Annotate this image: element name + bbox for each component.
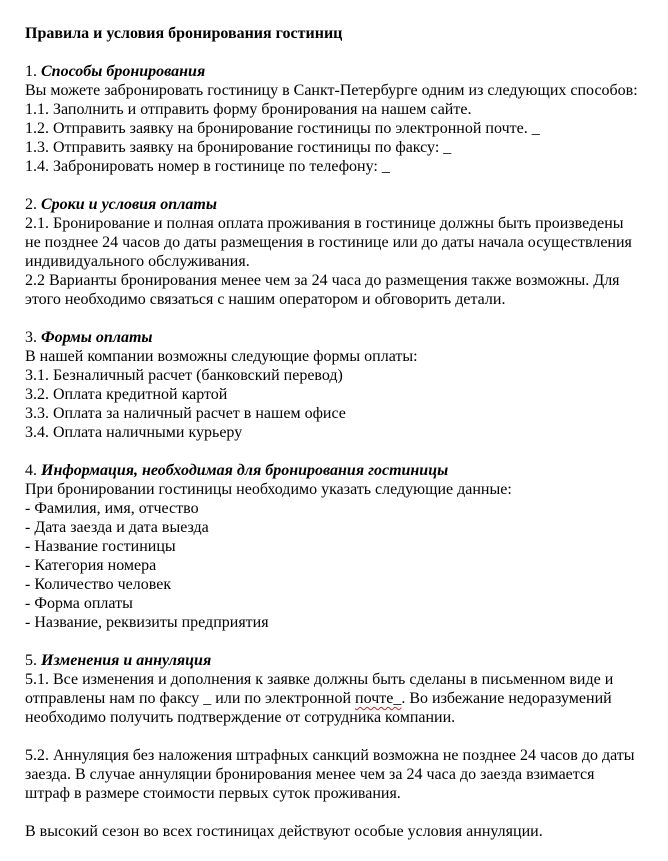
list-item: - Фамилия, имя, отчество [25, 500, 199, 517]
document-body [25, 24, 643, 841]
list-item: - Форма оплаты [25, 595, 133, 612]
footer-note: В высокий сезон во всех гостиницах действуют особые условия аннуляции. [25, 823, 543, 840]
doc-paragraph-clause-5-1 [25, 670, 643, 727]
doc-paragraph: 1.1. Заполнить и отправить форму бронирования на нашем сайте. [25, 101, 472, 118]
section-number: 4. [25, 462, 37, 479]
section-heading [25, 62, 643, 81]
doc-paragraph: В нашей компании возможны следующие формы оплаты: [25, 348, 418, 365]
list-item: - Дата заезда и дата выезда [25, 519, 209, 536]
doc-paragraph: 3.3. Оплата за наличный расчет в нашем офисе [25, 405, 346, 422]
spellcheck-flagged-word: почте_ [355, 690, 402, 707]
doc-paragraph: 3.4. Оплата наличными курьеру [25, 424, 243, 441]
doc-paragraph: 2.2 Варианты бронирования менее чем за 24 часа до размещения также возможны. Для этого необходимо связаться с нашим оператором и обговорить детали. [25, 272, 620, 308]
section-title: Информация, необходимая для бронирования гостиницы [41, 462, 449, 479]
doc-paragraph: 3.1. Безналичный расчет (банковский перевод) [25, 367, 343, 384]
doc-paragraph-clause-5-2: 5.2. Аннуляция без наложения штрафных санкций возможна не позднее 24 часов до даты заезда. В случае аннуляции бронирования менее чем за 24 часа до заезда взимается штраф в размере стоимости первых суток проживания. [25, 747, 635, 802]
list-item: - Категория номера [25, 557, 157, 574]
section-number: 5. [25, 652, 37, 669]
section-title: Формы оплаты [41, 329, 153, 346]
document-title: Правила и условия бронирования гостиниц [25, 25, 343, 42]
section-number: 2. [25, 196, 37, 213]
section-payment-terms [25, 195, 643, 309]
list-item: - Количество человек [25, 576, 172, 593]
section-required-information [25, 461, 643, 632]
section-heading [25, 651, 643, 670]
doc-paragraph: 1.2. Отправить заявку на бронирование гостиницы по электронной почте. _ [25, 120, 540, 137]
section-title: Изменения и аннуляция [41, 652, 212, 669]
clause-5-1-text: 5.1. Все изменения и дополнения к заявке должны быть сделаны в письменном виде и отправлены нам по факсу _ или по электронной [25, 671, 614, 707]
section-title: Способы бронирования [41, 63, 206, 80]
section-number: 1. [25, 63, 37, 80]
section-changes-and-cancellation [25, 651, 643, 803]
doc-paragraph: При бронировании гостиницы необходимо указать следующие данные: [25, 481, 512, 498]
clause-5-1-tail: . Во избежание недоразумений необходимо получить подтверждение от сотрудника компании. [25, 690, 612, 726]
list-item: - Название гостиницы [25, 538, 176, 555]
section-heading [25, 461, 643, 480]
section-heading [25, 328, 643, 347]
doc-paragraph: 1.4. Забронировать номер в гостинице по телефону: _ [25, 158, 390, 175]
doc-paragraph: 2.1. Бронирование и полная оплата проживания в гостинице должны быть произведены не позднее 24 часов до даты размещения в гостинице или до даты начала осуществления индивидуального обслуживания. [25, 215, 632, 270]
section-number: 3. [25, 329, 37, 346]
doc-paragraph: Вы можете забронировать гостиницу в Санкт-Петербурге одним из следующих способов: [25, 82, 638, 99]
doc-paragraph: 3.2. Оплата кредитной картой [25, 386, 228, 403]
section-heading [25, 195, 643, 214]
doc-paragraph: 1.3. Отправить заявку на бронирование гостиницы по факсу: _ [25, 139, 452, 156]
section-title: Сроки и условия оплаты [41, 196, 217, 213]
section-payment-forms [25, 328, 643, 442]
list-item: - Название, реквизиты предприятия [25, 614, 269, 631]
section-booking-methods [25, 62, 643, 176]
